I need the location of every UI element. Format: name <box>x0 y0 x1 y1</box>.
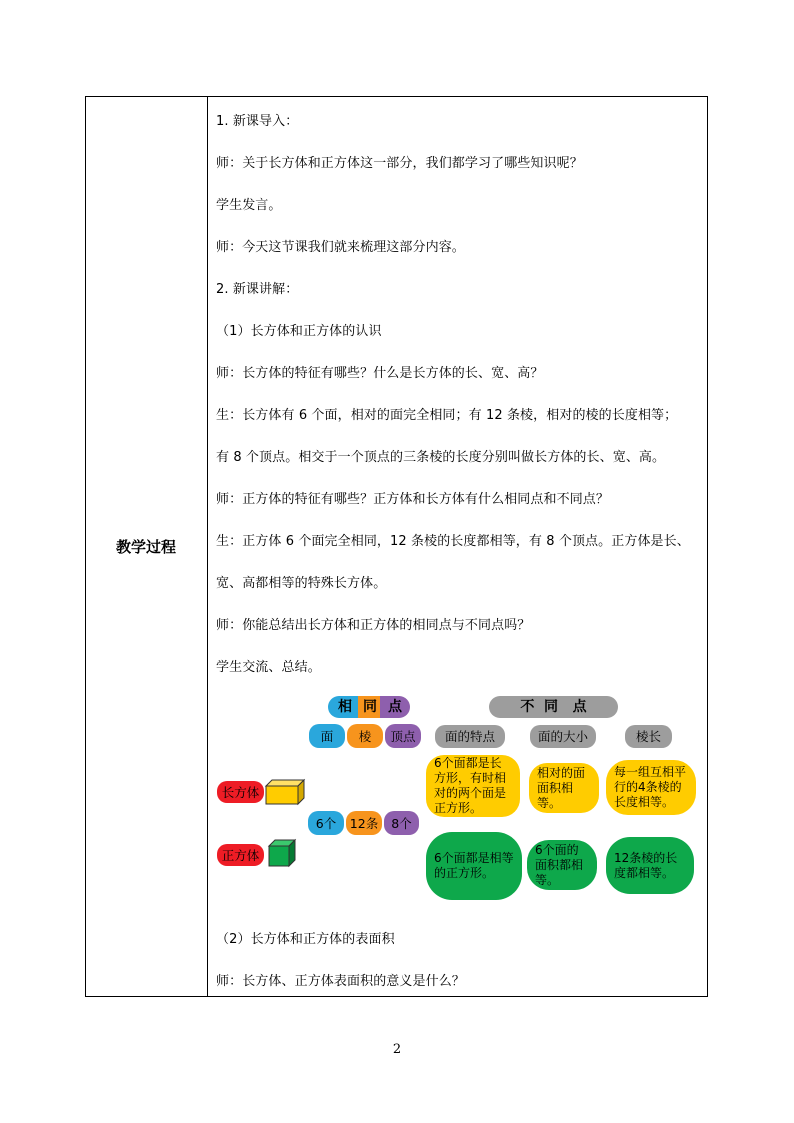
paragraph: 师：关于长方体和正方体这一部分，我们都学习了哪些知识呢？ <box>216 156 583 171</box>
same-category: 顶点 <box>385 724 421 748</box>
same-title-part: 同 <box>358 696 382 718</box>
cuboid-shape <box>266 780 306 806</box>
cube-face-size: 6个面的面积都相等。 <box>527 840 597 890</box>
paragraph: 师：正方体的特征有哪些？正方体和长方体有什么相同点和不同点？ <box>216 492 610 507</box>
cuboid-edge-length: 每一组互相平行的4条棱的长度相等。 <box>606 760 696 815</box>
same-value: 12条 <box>346 811 382 835</box>
row-label: 教学过程 <box>115 538 176 556</box>
cube-label: 正方体 <box>217 844 264 866</box>
diff-category: 棱长 <box>625 725 672 748</box>
same-category: 棱 <box>347 724 383 748</box>
page-number: 2 <box>392 1042 402 1057</box>
same-value: 8个 <box>384 811 419 835</box>
same-value: 6个 <box>308 811 344 835</box>
diff-title: 不 同 点 <box>489 696 618 718</box>
same-category: 面 <box>309 724 345 748</box>
cuboid-label: 长方体 <box>217 781 264 803</box>
paragraph: 师：长方体、正方体表面积的意义是什么？ <box>216 974 465 989</box>
paragraph: 师：长方体的特征有哪些？什么是长方体的长、宽、高？ <box>216 366 544 381</box>
paragraph: 宽、高都相等的特殊长方体。 <box>216 576 387 591</box>
paragraph: （1）长方体和正方体的认识 <box>216 324 382 339</box>
paragraph: 2. 新课讲解： <box>216 282 299 297</box>
same-title-part: 相 <box>328 696 362 718</box>
table-column-divider <box>207 96 208 997</box>
diff-category: 面的特点 <box>435 725 505 748</box>
paragraph: 学生发言。 <box>216 198 282 213</box>
paragraph: 有 8 个顶点。相交于一个顶点的三条棱的长度分别叫做长方体的长、宽、高。 <box>216 450 666 465</box>
paragraph: 师：今天这节课我们就来梳理这部分内容。 <box>216 240 465 255</box>
cuboid-face-feature: 6个面都是长方形，有时相对的两个面是正方形。 <box>426 755 520 817</box>
diff-category: 面的大小 <box>530 725 596 748</box>
same-title-part: 点 <box>380 696 410 718</box>
paragraph: 生：长方体有 6 个面，相对的面完全相同；有 12 条棱，相对的棱的长度相等； <box>216 408 678 423</box>
paragraph: 1. 新课导入： <box>216 114 299 129</box>
cube-face-feature: 6个面都是相等的正方形。 <box>426 832 522 900</box>
cube-shape <box>269 840 297 868</box>
cuboid-face-size: 相对的面面积相等。 <box>529 763 599 813</box>
paragraph: 师：你能总结出长方体和正方体的相同点与不同点吗？ <box>216 618 531 633</box>
cube-edge-length: 12条棱的长度都相等。 <box>606 837 694 894</box>
paragraph: 生：正方体 6 个面完全相同，12 条棱的长度都相等，有 8 个顶点。正方体是长、 <box>216 534 690 549</box>
paragraph: （2）长方体和正方体的表面积 <box>216 932 395 947</box>
paragraph: 学生交流、总结。 <box>216 660 321 675</box>
